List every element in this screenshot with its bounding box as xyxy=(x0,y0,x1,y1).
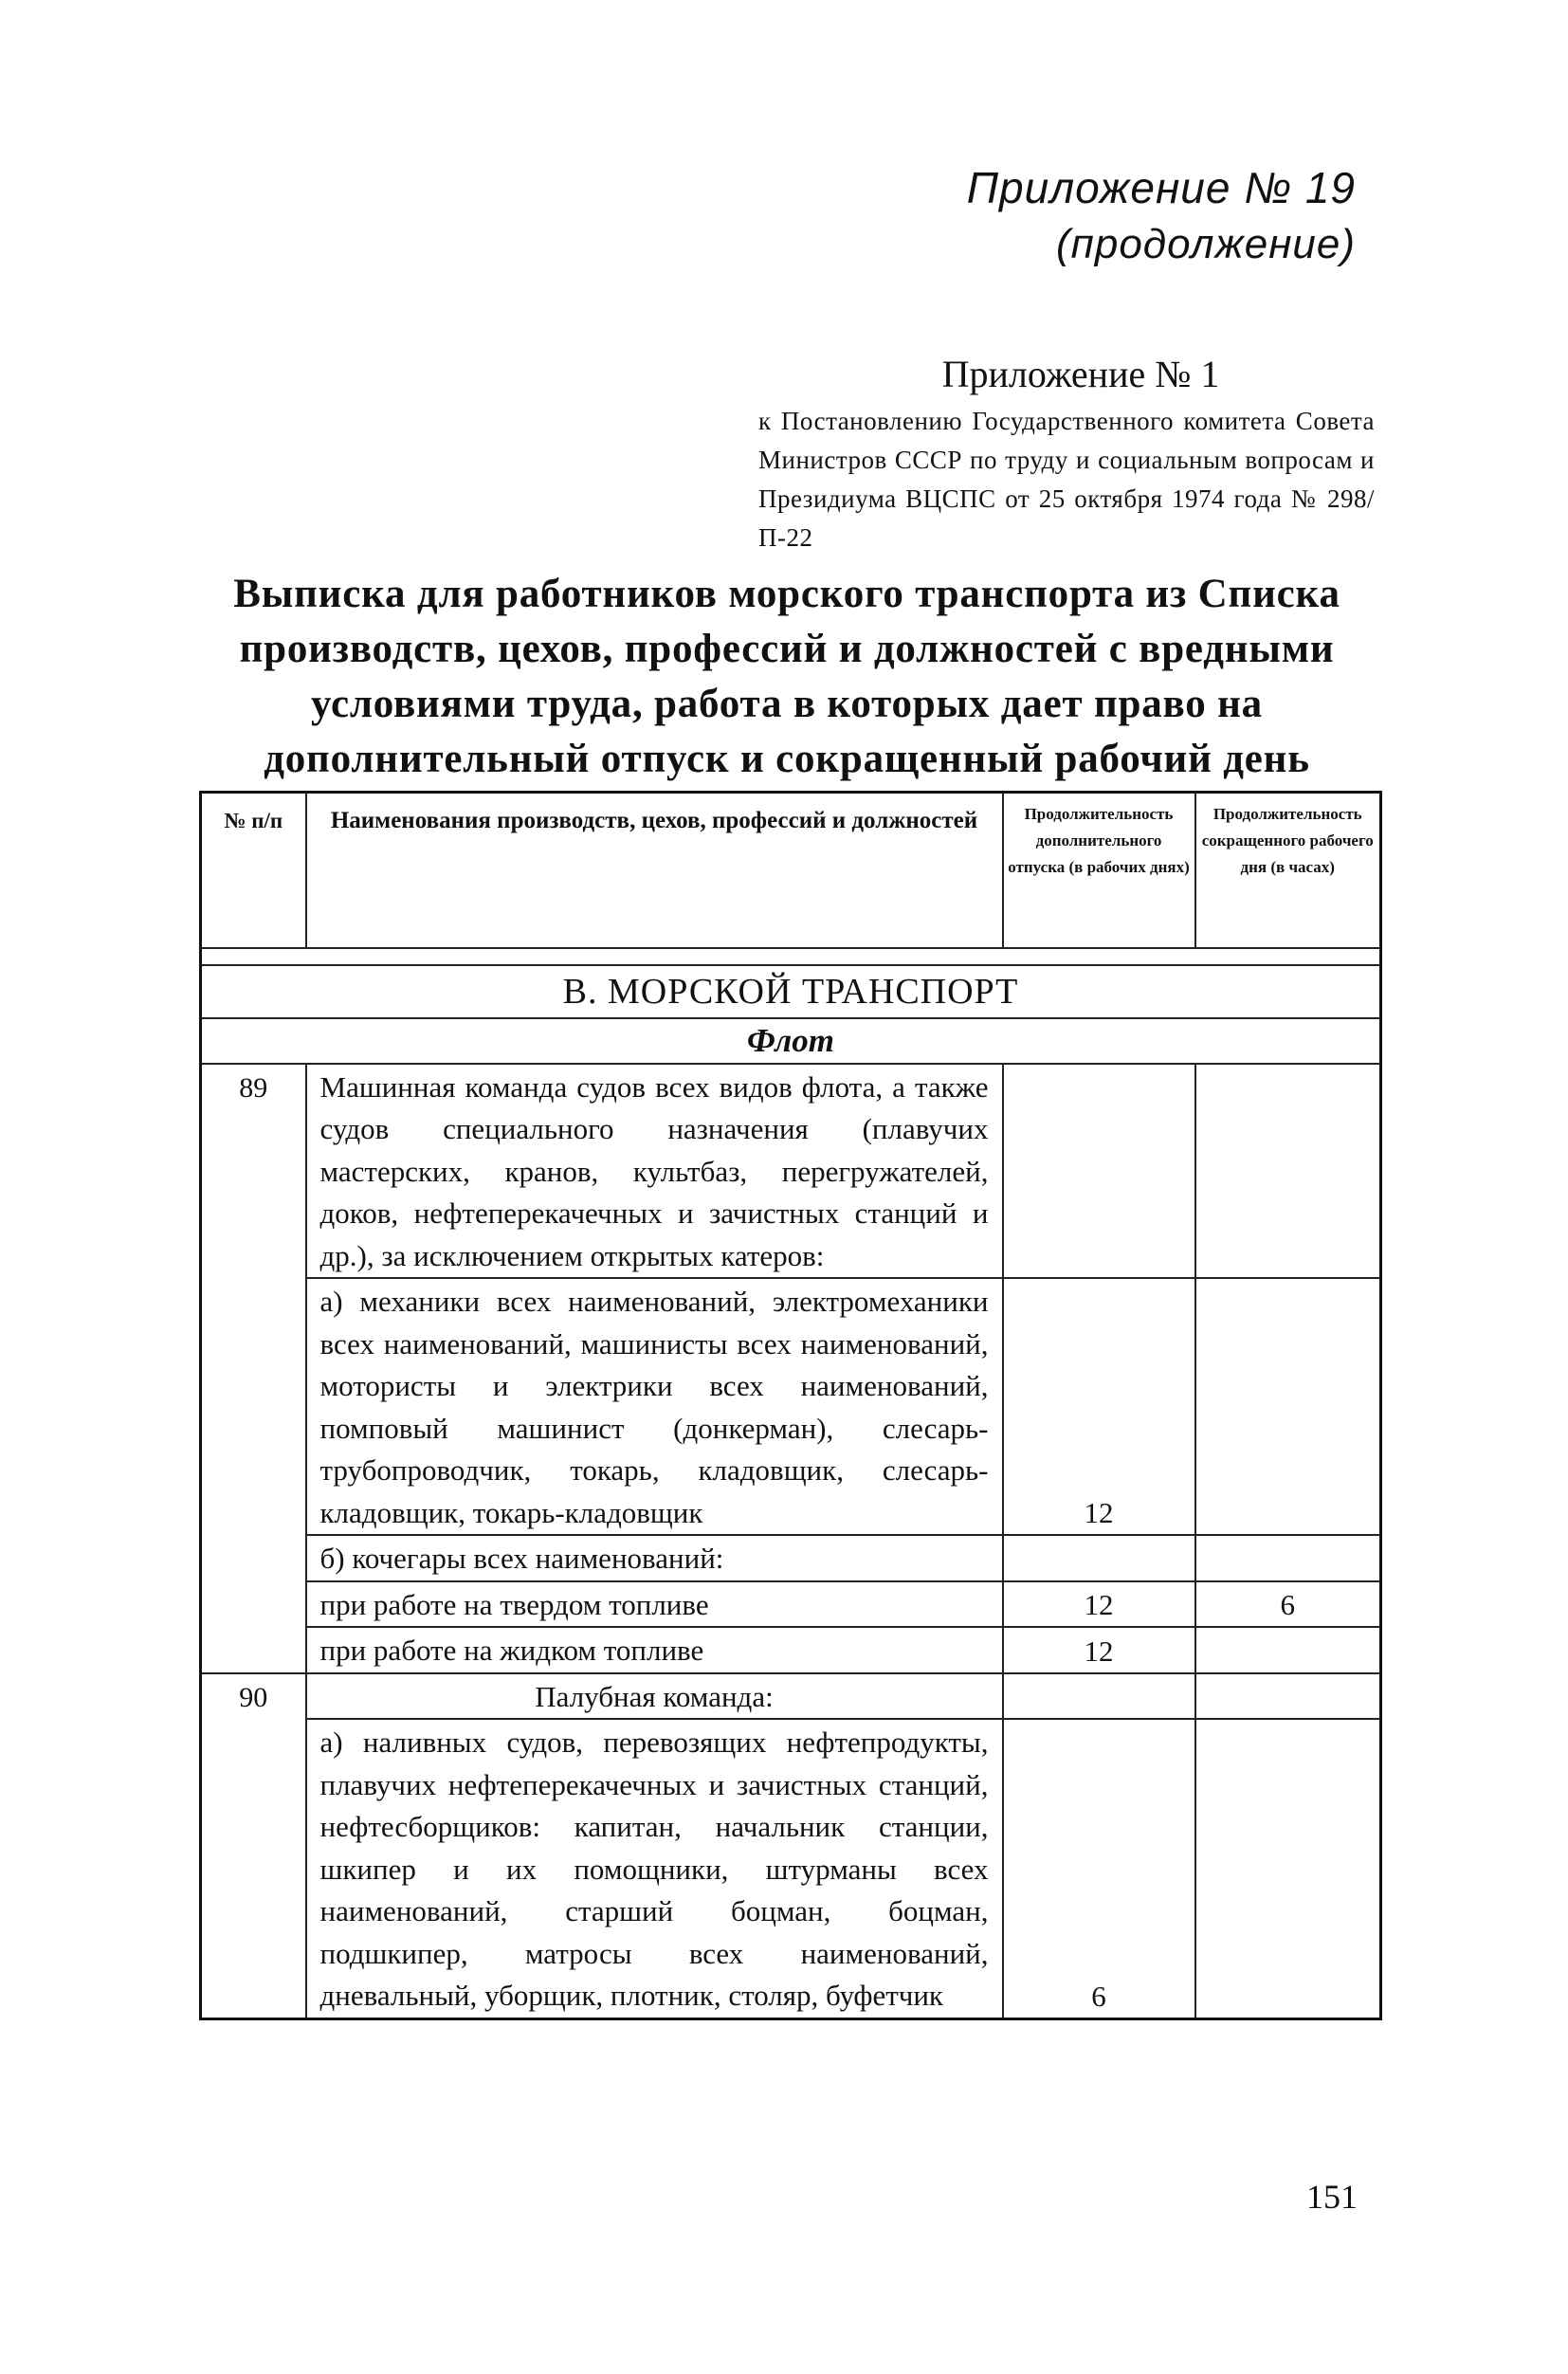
row-leave xyxy=(1003,1673,1195,1720)
row-workday xyxy=(1195,1719,1381,2018)
row-text: Машинная команда судов всех видов флота, а также судов специального назначения (плавучих мастерских, кранов, культбаз, перегружателей, доков, нефтеперекачечных и зачистных станций и др.), за исключением открытых катеров: xyxy=(306,1064,1003,1279)
row-leave: 12 xyxy=(1003,1278,1195,1535)
reference-title: Приложение № 1 xyxy=(941,353,1220,395)
table-row xyxy=(201,1278,1381,1535)
subsection-row xyxy=(201,1018,1381,1064)
row-workday xyxy=(1195,1627,1381,1673)
row-text: а) механики всех наименований, электромеханики всех наименований, машинисты всех наименований, мотористы и электрики всех наименований, помповый машинист (донкерман), слесарь-трубопроводчик, токарь, кладовщик, слесарь-кладовщик, токарь-кладовщик xyxy=(306,1278,1003,1535)
row-workday xyxy=(1195,1673,1381,1720)
row-number: 90 xyxy=(201,1673,306,2019)
subsection-title: Флот xyxy=(201,1018,1381,1064)
header-workday: Продолжительность сокращенного рабочего дня (в часах) xyxy=(1195,793,1381,948)
jobs-table xyxy=(199,791,1382,2020)
table-row xyxy=(201,1719,1381,2018)
appendix-header xyxy=(967,159,1356,273)
header-name: Наименования производств, цехов, профессий и должностей xyxy=(306,793,1003,948)
row-text: б) кочегары всех наименований: xyxy=(306,1535,1003,1581)
row-leave xyxy=(1003,1064,1195,1279)
appendix-number: Приложение № 19 xyxy=(966,163,1356,212)
row-workday xyxy=(1195,1535,1381,1581)
continuation-note: (продолжение) xyxy=(1056,221,1356,267)
row-text: при работе на жидком топливе xyxy=(306,1627,1003,1673)
row-workday: 6 xyxy=(1195,1581,1381,1628)
row-text: а) наливных судов, перевозящих нефтепродукты, плавучих нефтеперекачечных и зачистных станций, нефтесборщиков: капитан, начальник станции, шкипер и их помощники, штурманы всех наименований, старший боцман, боцман, подшкипер, матросы всех наименований, дневальный, уборщик, плотник, столяр, буфетчик xyxy=(306,1719,1003,2018)
reference-text: к Постановлению Государственного комитета Совета Министров СССР по труду и социальным вопросам и Президиума ВЦСПС от 25 октября 1974 года № 298/П-22 xyxy=(758,407,1375,552)
reference-block xyxy=(758,351,1375,557)
table-row xyxy=(201,1673,1381,1720)
header-spacer xyxy=(201,948,1381,965)
row-leave: 12 xyxy=(1003,1581,1195,1628)
row-workday xyxy=(1195,1278,1381,1535)
row-leave: 12 xyxy=(1003,1627,1195,1673)
row-workday xyxy=(1195,1064,1381,1279)
header-number: № п/п xyxy=(201,793,306,948)
row-number: 89 xyxy=(201,1064,306,1673)
row-leave: 6 xyxy=(1003,1719,1195,2018)
table-row xyxy=(201,1627,1381,1673)
table-row xyxy=(201,1581,1381,1628)
table-row xyxy=(201,1064,1381,1279)
table-row xyxy=(201,1535,1381,1581)
section-title: В. МОРСКОЙ ТРАНСПОРТ xyxy=(201,965,1381,1018)
row-text: при работе на твердом топливе xyxy=(306,1581,1003,1628)
page-number: 151 xyxy=(1306,2178,1358,2216)
row-leave xyxy=(1003,1535,1195,1581)
row-text: Палубная команда: xyxy=(306,1673,1003,1720)
header-leave: Продолжительность дополнительного отпуска (в рабочих днях) xyxy=(1003,793,1195,948)
section-row xyxy=(201,965,1381,1018)
table-header-row xyxy=(201,793,1381,948)
document-title: Выписка для работников морского транспорта из Списка производств, цехов, профессий и должностей с вредными условиями труда, работа в которых дает право на дополнительный отпуск и сокращенный рабочий день xyxy=(233,572,1340,781)
